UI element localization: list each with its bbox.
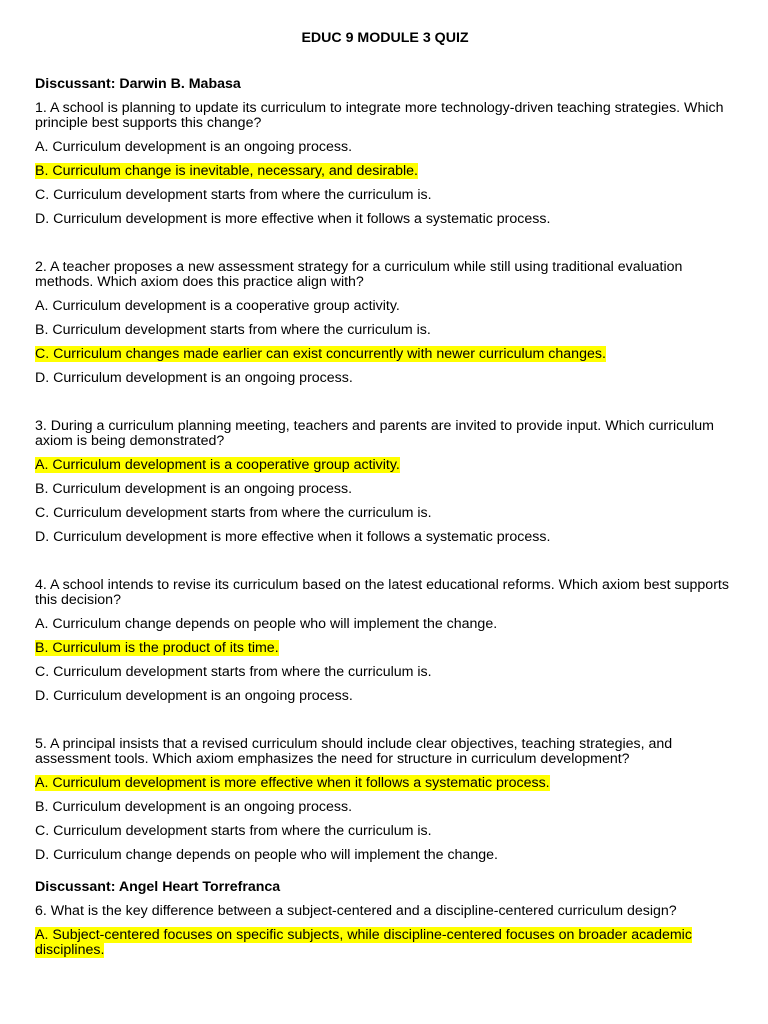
- question-1-option-b: [35, 164, 735, 179]
- question-3-option-d: D. Curriculum development is more effective when it follows a systematic process.: [35, 529, 551, 545]
- question-text-4: 4. A school intends to revise its curriculum based on the latest educational reforms. Which axiom best supports this decision?: [35, 577, 729, 608]
- discussant-heading-1: Discussant: Darwin B. Mabasa: [35, 76, 241, 92]
- discussant-heading-2: Discussant: Angel Heart Torrefranca: [35, 879, 281, 895]
- question-2-option-a: A. Curriculum development is a cooperative group activity.: [35, 298, 400, 314]
- question-2-option-b: B. Curriculum development starts from where the curriculum is.: [35, 322, 431, 338]
- question-1-option-d: D. Curriculum development is more effective when it follows a systematic process.: [35, 211, 551, 227]
- question-block-5: [35, 737, 735, 863]
- highlighted-answer: A. Subject-centered focuses on specific subjects, while discipline-centered focuses on broader academic disciplines.: [35, 927, 692, 958]
- highlighted-answer: B. Curriculum is the product of its time.: [35, 640, 279, 656]
- question-text-6: 6. What is the key difference between a subject-centered and a discipline-centered curriculum design?: [35, 903, 677, 919]
- question-block-4: [35, 578, 735, 704]
- question-block-3: [35, 419, 735, 545]
- question-text-5: 5. A principal insists that a revised curriculum should include clear objectives, teaching strategies, and assessment tools. Which axiom emphasizes the need for structure in curriculum development?: [35, 736, 673, 767]
- question-1-option-a: A. Curriculum development is an ongoing process.: [35, 139, 353, 155]
- question-4-option-b: [35, 641, 735, 656]
- question-5-option-c: C. Curriculum development starts from where the curriculum is.: [35, 823, 432, 839]
- question-block-6: [35, 904, 735, 958]
- question-2-option-d: D. Curriculum development is an ongoing process.: [35, 370, 353, 386]
- question-4-option-c: C. Curriculum development starts from where the curriculum is.: [35, 664, 432, 680]
- question-4-option-a: A. Curriculum change depends on people who will implement the change.: [35, 616, 498, 632]
- question-4-option-d: D. Curriculum development is an ongoing process.: [35, 688, 353, 704]
- question-2-option-c: [35, 347, 735, 362]
- question-5-option-a: [35, 776, 735, 791]
- question-5-option-d: D. Curriculum change depends on people who will implement the change.: [35, 847, 498, 863]
- page-title: EDUC 9 MODULE 3 QUIZ: [301, 30, 469, 46]
- quiz-page: [35, 31, 735, 963]
- highlighted-answer: A. Curriculum development is more effective when it follows a systematic process.: [35, 775, 550, 791]
- question-text-3: 3. During a curriculum planning meeting, teachers and parents are invited to provide input. Which curriculum axiom is being demonstrated?: [35, 418, 714, 449]
- question-3-option-c: C. Curriculum development starts from where the curriculum is.: [35, 505, 432, 521]
- question-1-option-c: C. Curriculum development starts from where the curriculum is.: [35, 187, 432, 203]
- question-block-1: [35, 101, 735, 227]
- highlighted-answer: B. Curriculum change is inevitable, necessary, and desirable.: [35, 163, 418, 179]
- question-6-option-a: [35, 928, 735, 958]
- question-text-1: 1. A school is planning to update its curriculum to integrate more technology-driven teaching strategies. Which principle best supports this change?: [35, 100, 724, 131]
- highlighted-answer: C. Curriculum changes made earlier can exist concurrently with newer curriculum changes.: [35, 346, 606, 362]
- question-3-option-b: B. Curriculum development is an ongoing process.: [35, 481, 353, 497]
- question-5-option-b: B. Curriculum development is an ongoing process.: [35, 799, 353, 815]
- question-text-2: 2. A teacher proposes a new assessment strategy for a curriculum while still using traditional evaluation methods. Which axiom does this practice align with?: [35, 259, 683, 290]
- question-block-2: [35, 260, 735, 386]
- question-3-option-a: [35, 458, 735, 473]
- highlighted-answer: A. Curriculum development is a cooperative group activity.: [35, 457, 400, 473]
